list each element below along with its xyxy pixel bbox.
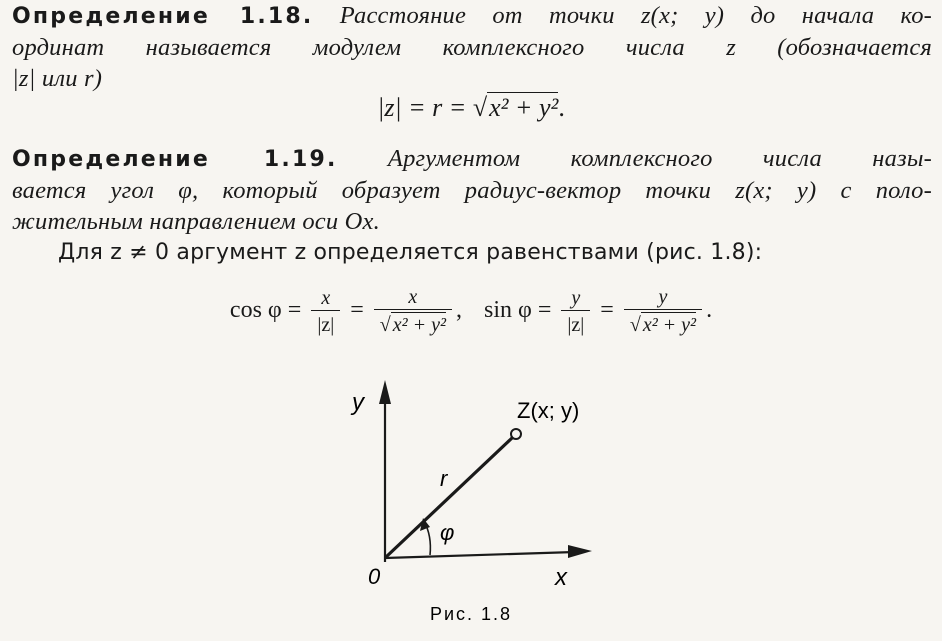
cos-fraction-1-denominator: |z|	[311, 310, 340, 337]
definition-1-19-text-line-3: жительным направлением оси Ox.	[12, 208, 380, 235]
definition-1-19-text-line-1: Аргументом комплексного числа назы-	[387, 145, 932, 172]
sin-fraction-2-denominator: x² + y²	[642, 314, 697, 336]
formula-modulus-lhs: |z| = r =	[377, 93, 473, 122]
origin-label: 0	[368, 564, 381, 589]
x-axis-arrow-icon	[568, 545, 592, 558]
formula-modulus-radicand: x² + y²	[489, 93, 559, 122]
definition-1-18-text-line-1: Расстояние от точки z(x; y) до начала ко-	[339, 2, 933, 29]
figure-caption: Рис. 1.8	[429, 604, 513, 624]
sin-fraction-1-numerator: y	[571, 286, 581, 309]
argument-intro-line: Для z ≠ 0 аргумент z определяется равенствами (рис. 1.8):	[58, 240, 763, 265]
formula-comma: ,	[455, 297, 462, 324]
point-z-label: Z(x; y)	[517, 398, 580, 423]
formula-period: .	[706, 297, 713, 324]
axis-x-label: x	[555, 564, 567, 591]
cos-equals: =	[350, 297, 364, 324]
radius-label: r	[440, 466, 448, 491]
definition-1-19-heading: Определение 1.19.	[12, 147, 338, 172]
sin-fraction-2-numerator: y	[658, 286, 668, 308]
sqrt-sign: √	[472, 93, 488, 122]
sin-fraction-1-denominator: |z|	[561, 310, 590, 337]
definition-1-18-heading: Определение 1.18.	[12, 4, 314, 29]
y-axis-arrow-icon	[379, 380, 391, 404]
axis-y-label: y	[352, 389, 364, 416]
cos-lhs: cos φ =	[229, 297, 302, 324]
definition-1-18-text-line-3: |z| или r)	[12, 65, 103, 92]
sin-fraction-2-denominator-wrap: √ x² + y²	[624, 309, 702, 337]
cos-fraction-2-numerator: x	[408, 286, 418, 308]
angle-label: φ	[440, 520, 455, 545]
point-z-marker	[511, 429, 521, 439]
definition-1-18-text-line-2: ординат называется модулем комплексного числа z (обозначается	[12, 34, 932, 61]
definition-1-19-text-line-2: вается угол φ, который образует радиус-вектор точки z(x; y) с поло-	[12, 177, 932, 204]
cos-fraction-2-denominator-wrap: √ x² + y²	[374, 309, 452, 337]
sin-lhs: sin φ =	[483, 297, 552, 324]
formula-modulus-period: .	[558, 93, 565, 122]
cos-fraction-2-denominator: x² + y²	[392, 314, 446, 336]
x-axis	[385, 552, 575, 558]
sin-equals: =	[600, 297, 614, 324]
cos-fraction-1-numerator: x	[321, 286, 331, 309]
